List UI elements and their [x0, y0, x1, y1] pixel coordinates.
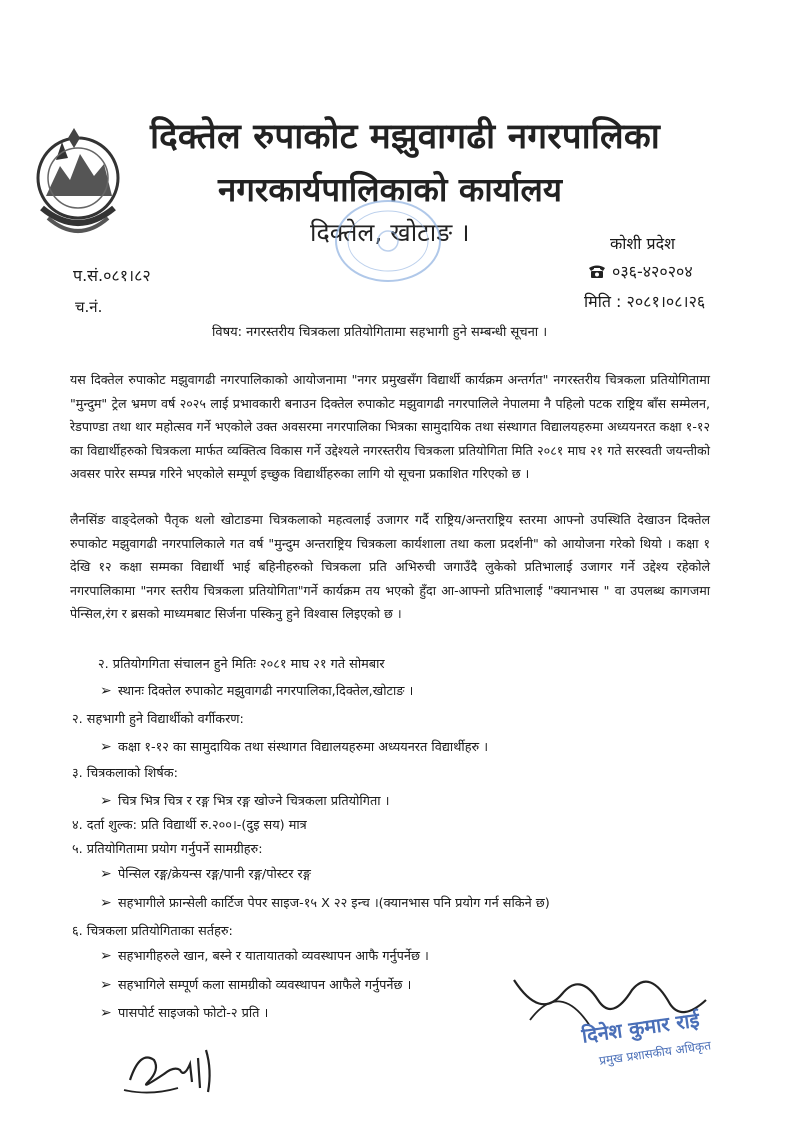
list-item: ➢ सहभागीले फ्रान्सेली कार्टिज पेपर साइज-१५ X २२ इन्च ।(क्यानभास पनि प्रयोग गर्न सकिने छ) [100, 895, 550, 911]
nepal-emblem-icon [28, 118, 128, 248]
list-item: ➢ कक्षा १-१२ का सामुदायिक तथा संस्थागत विद्यालयहरुमा अध्ययनरत विद्यार्थीहरु । [100, 739, 489, 755]
arrow-bullet-icon: ➢ [100, 793, 112, 809]
phone-number: ०३६-४२०२०४ [612, 262, 693, 281]
office-location: दिक्तेल, खोटाङ । [310, 218, 470, 247]
list-heading: ६. चित्रकला प्रतियोगिताका सर्तहरु: [72, 924, 233, 939]
office-stamp [330, 196, 446, 286]
list-heading: ३. चित्रकलाको शिर्षक: [72, 766, 178, 781]
arrow-bullet-icon: ➢ [100, 977, 112, 993]
list-item: ➢ पेन्सिल रङ्ग/क्रेयन्स रङ्ग/पानी रङ्ग/पोस्टर रङ्ग [100, 866, 311, 882]
arrow-bullet-icon: ➢ [100, 948, 112, 964]
list-item: ➢ सहभागिले सम्पूर्ण कला सामग्रीको व्यवस्थापन आफैले गर्नुपर्नेछ । [100, 977, 412, 993]
arrow-bullet-icon: ➢ [100, 895, 112, 911]
list-item: ➢ सहभागीहरुले खान, बस्ने र यातायातको व्यवस्थापन आफै गर्नुपर्नेछ । [100, 948, 429, 964]
arrow-bullet-icon: ➢ [100, 866, 112, 882]
list-item: ➢ स्थानः दिक्तेल रुपाकोट मझुवागढी नगरपालिका,दिक्तेल,खोटाङ । [100, 683, 414, 699]
reference-number: प.सं.०८१।८२ [73, 266, 151, 285]
phone-row [588, 260, 693, 282]
arrow-bullet-icon: ➢ [100, 739, 112, 755]
municipality-name: दिक्तेल रुपाकोट मझुवागढी नगरपालिका [150, 117, 661, 157]
office-name: नगरकार्यपालिकाको कार्यालय [218, 170, 562, 209]
list-heading: ५. प्रतियोगितामा प्रयोग गर्नुपर्ने सामग्रीहरु: [72, 842, 263, 857]
telephone-icon [588, 263, 606, 279]
signatory-name: दिनेश कुमार राई [580, 1007, 701, 1048]
list-heading: २. प्रतियोगगिता संचालन हुने मितिः २०८१ माघ २१ गते सोमबार [98, 657, 385, 672]
province-label: कोशी प्रदेश [610, 234, 676, 253]
signatory-title: प्रमुख प्रशासकीय अधिकृत [598, 1038, 712, 1068]
arrow-bullet-icon: ➢ [100, 1005, 112, 1021]
body-paragraph: लैनसिंङ वाङ्देलको पैतृक थलो खोटाङमा चित्रकलाको महत्वलाई उजागर गर्दै राष्ट्रिय/अन्तराष्ट्रिय स्तरमा आफ्नो उपस्थिति देखाउन दिक्तेल रुपाकोट मझुवागढी नगरपालिकाले गत वर्ष "मुन्दुम अन्तराष्ट्रिय चित्रकला कार्यशाला तथा कला प्रदर्शनी" को आयोजना गरेको थियो । कक्षा १ देखि १२ कक्षा सम्मका विद्यार्थी भाई बहिनीहरुको चित्रकला प्रति अभिरुची जगाउँदै लुकेको प्रतिभालाई उजागर गर्ने उद्देश्य रहेकोले नगरपालिकामा "नगर स्तरीय चित्रकला प्रतियोगिता"गर्ने कार्यक्रम तय भएको हुँदा आ-आफ्नो प्रतिभालाई "क्यानभास " वा उपलब्ध कागजमा पेन्सिल,रंग र ब्रसको माध्यमबाट सिर्जना पस्किनु हुने विश्वास लिइएको छ । [70, 512, 710, 621]
list-heading: ४. दर्ता शुल्क: प्रति विद्यार्थी रु.२००।-(दुइ सय) मात्र [72, 818, 307, 833]
handwritten-signature-left [120, 1030, 230, 1100]
list-item: ➢ पासपोर्ट साइजको फोटो-२ प्रति । [100, 1005, 269, 1021]
list-item: ➢ चित्र भित्र चित्र र रङ्ग भित्र रङ्ग खोज्ने चित्रकला प्रतियोगिता । [100, 793, 390, 809]
subject-line: विषय: नगरस्तरीय चित्रकला प्रतियोगितामा सहभागी हुने सम्बन्धी सूचना । [212, 325, 548, 340]
document-date: मिति : २०८१।०८।२६ [584, 292, 706, 311]
dispatch-number: च.नं. [75, 298, 103, 316]
list-heading: २. सहभागी हुने विद्यार्थीको वर्गीकरण: [72, 712, 244, 727]
body-paragraph: यस दिक्तेल रुपाकोट मझुवागढी नगरपालिकाको आयोजनामा "नगर प्रमुखसँग विद्यार्थी कार्यक्रम अन्तर्गत" नगरस्तरीय चित्रकला प्रतियोगितामा "मुन्दुम" ट्रेल भ्रमण वर्ष २०२५ लाई प्रभावकारी बनाउन दिक्तेल रुपाकोट मझुवागढी नगरपालिले नेपालमा नै पहिलो पटक राष्ट्रिय बाँस सम्मेलन, रेडपाण्डा तथा थार महोत्सव गर्ने भएकोले उक्त अवसरमा नगरपालिका भित्रका सामुदायिक तथा संस्थागत विद्यालयहरुमा अध्ययनरत कक्षा १-१२ का विद्यार्थीहरुको चित्रकला मार्फत व्यक्तित्व विकास गर्ने उद्देश्यले नगरस्तरीय चित्रकला प्रतियोगिता मिति २०८१ माघ २१ गते सरस्वती जयन्तीको अवसर पारेर सम्पन्न गरिने भएकोले सम्पूर्ण इच्छुक विद्यार्थीहरुका लागि यो सूचना प्रकाशित गरिएको छ । [70, 372, 710, 481]
arrow-bullet-icon: ➢ [100, 683, 112, 699]
